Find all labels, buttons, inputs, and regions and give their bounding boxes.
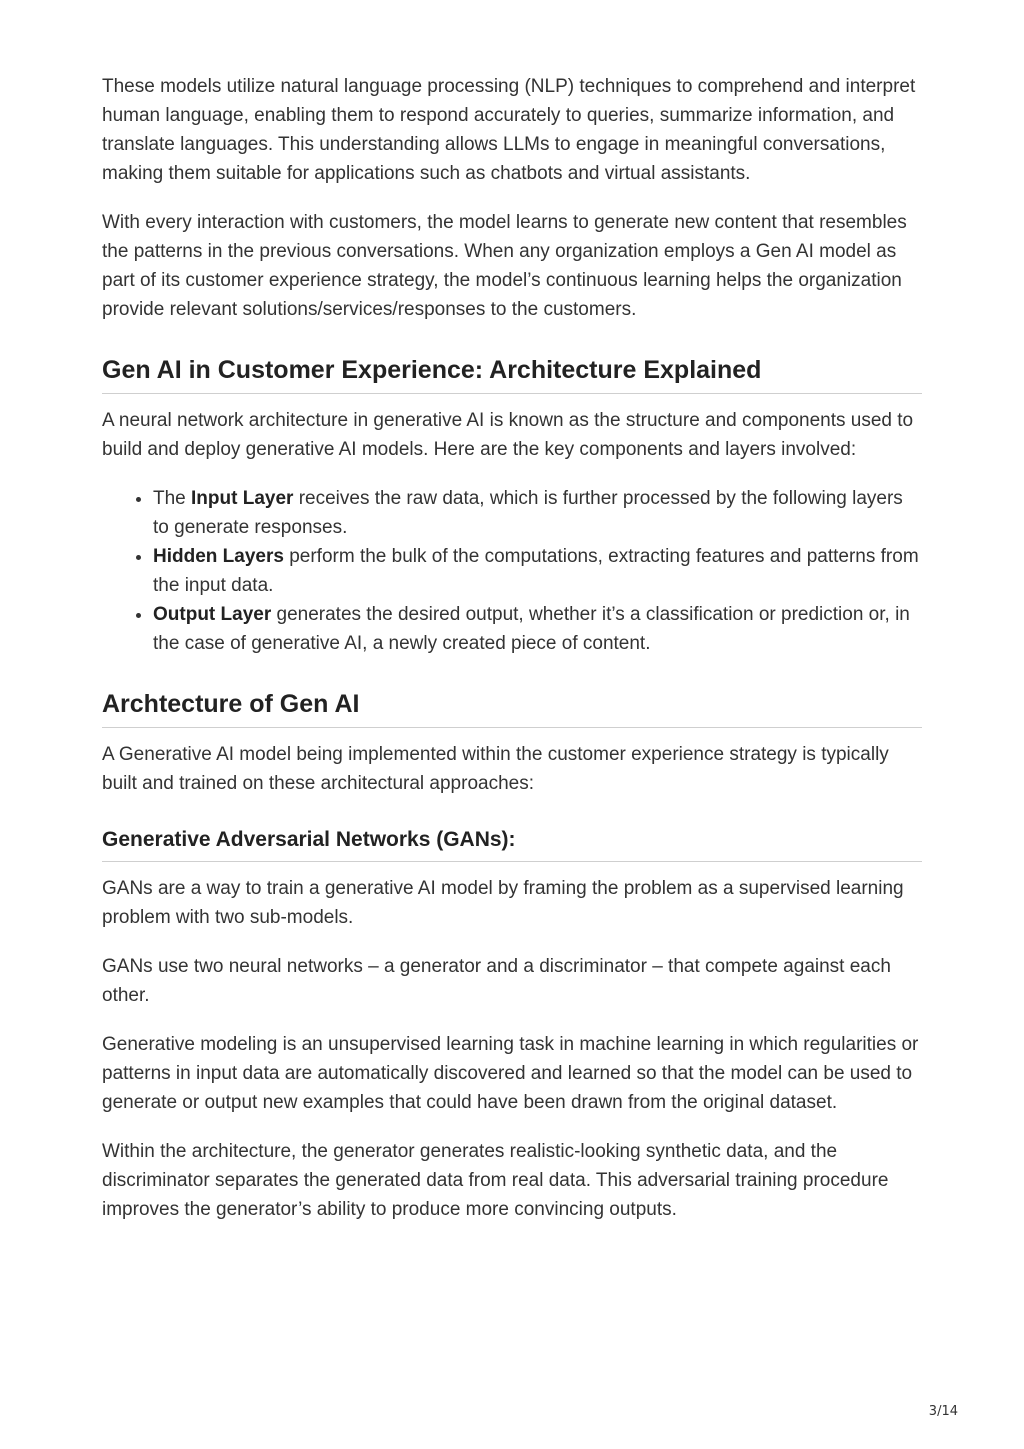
gans-paragraph-2: GANs use two neural networks – a generator and a discriminator – that compete against each other. bbox=[102, 956, 891, 1006]
gans-paragraph-3: Generative modeling is an unsupervised learning task in machine learning in which regularities or patterns in input data are automatically discovered and learned so that the model can be used to generate or output new examples that could have been drawn from the original dataset. bbox=[102, 1034, 919, 1113]
list-item-output-layer bbox=[153, 600, 922, 658]
heading-architecture-of-gen-ai: Archtecture of Gen AI bbox=[102, 688, 922, 728]
list-item-text: perform the bulk of the computations, extracting features and patterns from the input data. bbox=[153, 546, 919, 596]
list-item-hidden-layers bbox=[153, 542, 922, 600]
list-item-term: Hidden Layers bbox=[153, 546, 284, 567]
layers-list bbox=[102, 484, 922, 658]
list-item-term: Input Layer bbox=[191, 488, 294, 509]
page-number: 3/14 bbox=[928, 1404, 958, 1419]
gans-paragraph-1: GANs are a way to train a generative AI model by framing the problem as a supervised learning problem with two sub-models. bbox=[102, 878, 904, 928]
intro-paragraph-2: With every interaction with customers, the model learns to generate new content that resembles the patterns in the previous conversations. When any organization employs a Gen AI model as part of its customer experience strategy, the model’s continuous learning helps the organization provide relevant solutions/services/responses to the customers. bbox=[102, 212, 907, 320]
list-item-term: Output Layer bbox=[153, 604, 272, 625]
intro-paragraph-1: These models utilize natural language processing (NLP) techniques to comprehend and interpret human language, enabling them to respond accurately to queries, summarize information, and translate languages. This understanding allows LLMs to engage in meaningful conversations, making them suitable for applications such as chatbots and virtual assistants. bbox=[102, 76, 916, 184]
list-item-input-layer bbox=[153, 484, 922, 542]
document-page bbox=[102, 72, 922, 1244]
heading-gans: Generative Adversarial Networks (GANs): bbox=[102, 826, 922, 862]
gans-paragraph-4: Within the architecture, the generator generates realistic-looking synthetic data, and the discriminator separates the generated data from real data. This adversarial training procedure improves the generator’s ability to produce more convincing outputs. bbox=[102, 1141, 889, 1220]
list-item-text: receives the raw data, which is further processed by the following layers to generate responses. bbox=[153, 488, 903, 538]
list-item-text: generates the desired output, whether it’s a classification or prediction or, in the case of generative AI, a newly created piece of content. bbox=[153, 604, 910, 654]
architecture-intro: A Generative AI model being implemented within the customer experience strategy is typically built and trained on these architectural approaches: bbox=[102, 744, 889, 794]
heading-architecture-explained: Gen AI in Customer Experience: Architecture Explained bbox=[102, 354, 922, 394]
architecture-explained-intro: A neural network architecture in generative AI is known as the structure and components used to build and deploy generative AI models. Here are the key components and layers involved: bbox=[102, 410, 914, 460]
list-item-prefix: The bbox=[153, 488, 192, 509]
